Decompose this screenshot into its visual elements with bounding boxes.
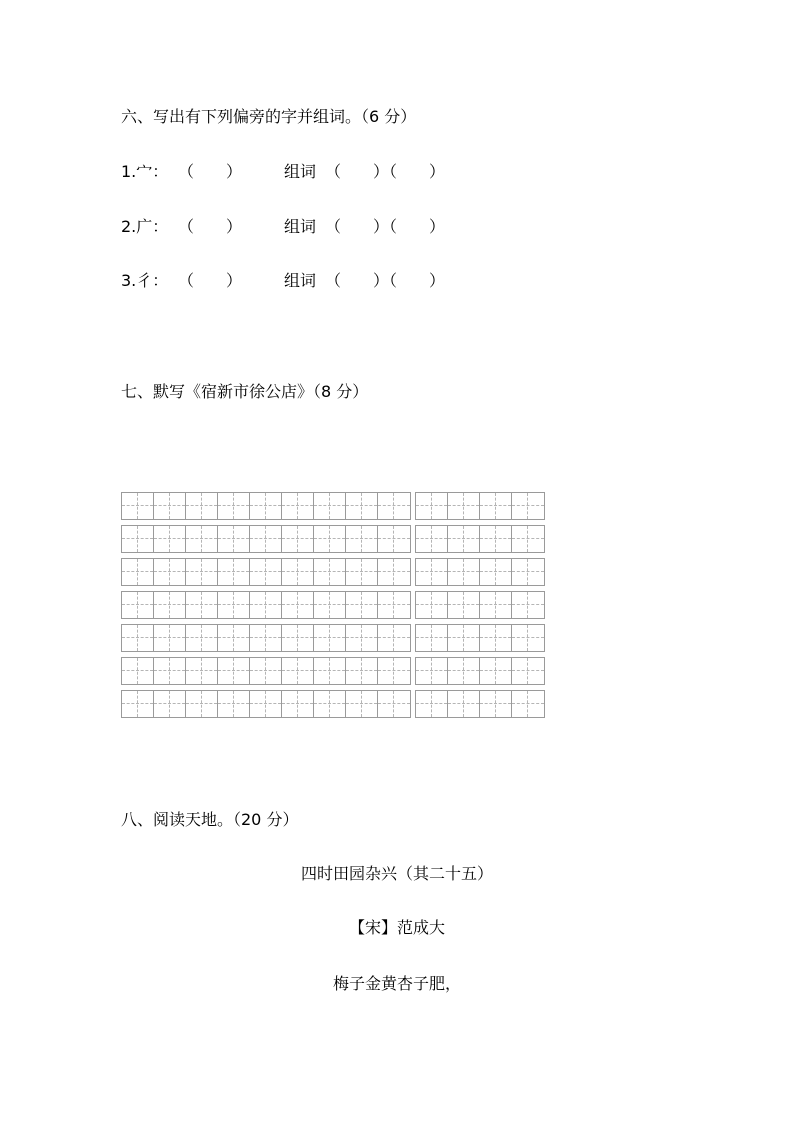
grid-block xyxy=(415,492,545,520)
grid-cell[interactable] xyxy=(122,559,154,585)
grid-cell[interactable] xyxy=(314,625,346,651)
grid-cell[interactable] xyxy=(282,592,314,618)
grid-cell[interactable] xyxy=(314,526,346,552)
grid-cell[interactable] xyxy=(282,625,314,651)
grid-cell[interactable] xyxy=(346,526,378,552)
grid-block xyxy=(415,624,545,652)
grid-cell[interactable] xyxy=(512,658,544,684)
grid-cell[interactable] xyxy=(416,592,448,618)
grid-cell[interactable] xyxy=(512,526,544,552)
grid-cell[interactable] xyxy=(282,559,314,585)
grid-cell[interactable] xyxy=(282,658,314,684)
grid-cell[interactable] xyxy=(448,592,480,618)
poem-author: 【宋】范成大 xyxy=(348,918,445,937)
grid-cell[interactable] xyxy=(154,592,186,618)
grid-block xyxy=(415,657,545,685)
grid-cell[interactable] xyxy=(448,493,480,519)
grid-cell[interactable] xyxy=(378,559,410,585)
grid-cell[interactable] xyxy=(154,559,186,585)
grid-block xyxy=(121,657,411,685)
grid-cell[interactable] xyxy=(122,625,154,651)
grid-block xyxy=(121,624,411,652)
grid-cell[interactable] xyxy=(154,691,186,717)
grid-cell[interactable] xyxy=(122,526,154,552)
grid-block xyxy=(121,591,411,619)
grid-cell[interactable] xyxy=(122,691,154,717)
grid-cell[interactable] xyxy=(378,592,410,618)
grid-cell[interactable] xyxy=(314,493,346,519)
grid-cell[interactable] xyxy=(512,592,544,618)
zuci-label: 组词 xyxy=(284,162,317,181)
poem-line: 梅子金黄杏子肥， xyxy=(332,974,461,993)
grid-block xyxy=(121,690,411,718)
grid-cell[interactable] xyxy=(480,592,512,618)
grid-cell[interactable] xyxy=(378,526,410,552)
grid-block xyxy=(121,525,411,553)
grid-cell[interactable] xyxy=(314,559,346,585)
grid-cell[interactable] xyxy=(154,493,186,519)
grid-cell[interactable] xyxy=(480,658,512,684)
grid-cell[interactable] xyxy=(378,625,410,651)
grid-cell[interactable] xyxy=(480,625,512,651)
grid-cell[interactable] xyxy=(218,559,250,585)
grid-cell[interactable] xyxy=(480,691,512,717)
grid-cell[interactable] xyxy=(122,493,154,519)
grid-cell[interactable] xyxy=(346,691,378,717)
grid-cell[interactable] xyxy=(314,691,346,717)
grid-cell[interactable] xyxy=(282,493,314,519)
grid-cell[interactable] xyxy=(250,559,282,585)
poem-title: 四时田园杂兴（其二十五） xyxy=(300,864,493,883)
grid-cell[interactable] xyxy=(250,526,282,552)
grid-cell[interactable] xyxy=(480,493,512,519)
grid-cell[interactable] xyxy=(480,559,512,585)
char-blank[interactable]: （ ） xyxy=(178,162,243,181)
word-blanks[interactable]: （ ）（ ） xyxy=(325,217,446,236)
grid-cell[interactable] xyxy=(448,526,480,552)
section8-title: 八、阅读天地。（20 分） xyxy=(121,810,299,829)
section6-title: 六、写出有下列偏旁的字并组词。（6 分） xyxy=(121,107,417,126)
char-blank[interactable]: （ ） xyxy=(178,217,243,236)
grid-cell[interactable] xyxy=(346,493,378,519)
grid-cell[interactable] xyxy=(250,625,282,651)
grid-cell[interactable] xyxy=(416,493,448,519)
grid-cell[interactable] xyxy=(346,559,378,585)
grid-cell[interactable] xyxy=(154,526,186,552)
grid-cell[interactable] xyxy=(250,493,282,519)
zuci-label: 组词 xyxy=(284,217,317,236)
grid-block xyxy=(415,591,545,619)
grid-block xyxy=(121,492,411,520)
grid-block xyxy=(415,558,545,586)
item-number: 3.彳： xyxy=(121,271,169,290)
grid-cell[interactable] xyxy=(346,658,378,684)
grid-cell[interactable] xyxy=(186,592,218,618)
grid-cell[interactable] xyxy=(122,658,154,684)
grid-cell[interactable] xyxy=(122,592,154,618)
grid-cell[interactable] xyxy=(314,592,346,618)
grid-cell[interactable] xyxy=(314,658,346,684)
grid-cell[interactable] xyxy=(154,658,186,684)
char-blank[interactable]: （ ） xyxy=(178,271,243,290)
grid-cell[interactable] xyxy=(186,691,218,717)
grid-cell[interactable] xyxy=(448,625,480,651)
grid-cell[interactable] xyxy=(186,658,218,684)
grid-cell[interactable] xyxy=(416,625,448,651)
grid-cell[interactable] xyxy=(416,691,448,717)
grid-block xyxy=(415,525,545,553)
grid-cell[interactable] xyxy=(346,625,378,651)
grid-cell[interactable] xyxy=(378,658,410,684)
grid-cell[interactable] xyxy=(416,559,448,585)
grid-cell[interactable] xyxy=(448,658,480,684)
grid-block xyxy=(121,558,411,586)
grid-cell[interactable] xyxy=(250,658,282,684)
grid-block xyxy=(415,690,545,718)
grid-cell[interactable] xyxy=(378,493,410,519)
grid-cell[interactable] xyxy=(282,691,314,717)
grid-cell[interactable] xyxy=(186,559,218,585)
grid-cell[interactable] xyxy=(282,526,314,552)
grid-cell[interactable] xyxy=(154,625,186,651)
grid-cell[interactable] xyxy=(512,559,544,585)
word-blanks[interactable]: （ ）（ ） xyxy=(325,162,446,181)
word-blanks[interactable]: （ ）（ ） xyxy=(325,271,446,290)
grid-cell[interactable] xyxy=(186,493,218,519)
grid-cell[interactable] xyxy=(416,526,448,552)
grid-cell[interactable] xyxy=(512,493,544,519)
grid-cell[interactable] xyxy=(378,691,410,717)
grid-cell[interactable] xyxy=(218,625,250,651)
grid-cell[interactable] xyxy=(250,592,282,618)
grid-cell[interactable] xyxy=(448,559,480,585)
item-number: 2.广： xyxy=(121,217,169,236)
grid-cell[interactable] xyxy=(186,625,218,651)
grid-cell[interactable] xyxy=(218,526,250,552)
grid-cell[interactable] xyxy=(186,526,218,552)
section7-title: 七、默写《宿新市徐公店》（8 分） xyxy=(121,382,369,401)
zuci-label: 组词 xyxy=(284,271,317,290)
item-number: 1.宀： xyxy=(121,162,169,181)
grid-cell[interactable] xyxy=(218,691,250,717)
grid-cell[interactable] xyxy=(218,658,250,684)
grid-cell[interactable] xyxy=(480,526,512,552)
grid-cell[interactable] xyxy=(512,625,544,651)
grid-cell[interactable] xyxy=(218,592,250,618)
grid-cell[interactable] xyxy=(346,592,378,618)
grid-cell[interactable] xyxy=(448,691,480,717)
grid-cell[interactable] xyxy=(250,691,282,717)
grid-cell[interactable] xyxy=(416,658,448,684)
grid-cell[interactable] xyxy=(218,493,250,519)
grid-cell[interactable] xyxy=(512,691,544,717)
